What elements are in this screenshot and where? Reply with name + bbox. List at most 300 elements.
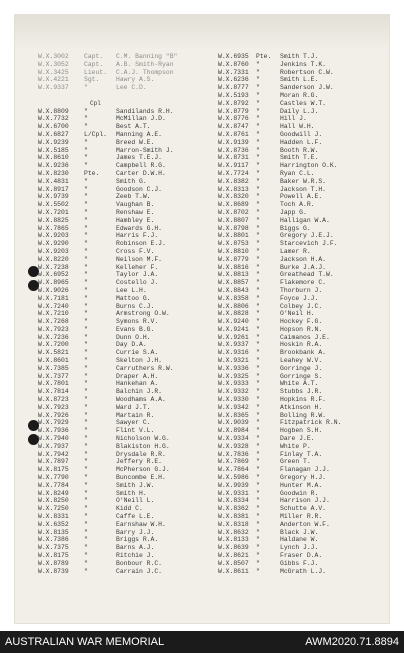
table-row <box>14 147 390 155</box>
right-service-number-cell: W.X.9039 <box>218 419 249 427</box>
left-name-cell: Smith J.W. <box>116 481 155 489</box>
left-name-cell: Barry J.J. <box>116 528 155 536</box>
left-service-number-cell: W.X.8250 <box>38 497 69 505</box>
left-rank-cell: " <box>84 481 88 489</box>
left-name-cell: Edwards G.H. <box>116 224 163 232</box>
right-rank-cell: " <box>256 318 260 326</box>
right-name-cell: Burke J.A.J. <box>280 263 327 271</box>
left-name-cell: Nicholson W.G. <box>116 435 170 443</box>
left-rank-cell: " <box>84 216 88 224</box>
right-rank-cell: " <box>256 497 260 505</box>
right-name-cell: Flakemore C. <box>280 279 327 287</box>
left-name-cell: Lee L.H. <box>116 286 147 294</box>
right-rank-cell: " <box>256 294 260 302</box>
left-service-number-cell: W.X.7814 <box>38 388 69 396</box>
left-name-cell: Taylor J.A. <box>116 271 159 279</box>
left-service-number-cell: W.X.7940 <box>38 435 69 443</box>
left-name-cell: Kelleher F. <box>116 263 159 271</box>
right-rank-cell: " <box>256 544 260 552</box>
right-rank-cell: " <box>256 146 260 154</box>
right-name-cell: Smith L.E. <box>280 76 319 84</box>
table-row <box>14 217 390 225</box>
left-name-cell: Carruthers R.W. <box>116 364 174 372</box>
left-service-number-cell: W.X.7790 <box>38 474 69 482</box>
right-service-number-cell: W.X.9330 <box>218 396 249 404</box>
right-rank-cell: " <box>256 442 260 450</box>
right-name-cell: Dare J.E. <box>280 435 315 443</box>
right-name-cell: Harrison J.J. <box>280 497 330 505</box>
left-name-cell: Buncombe E.H. <box>116 474 166 482</box>
left-rank-cell: " <box>84 310 88 318</box>
right-rank-cell: " <box>256 99 260 107</box>
right-service-number-cell: W.X.9261 <box>218 333 249 341</box>
left-name-cell: O'Neill L. <box>116 497 155 505</box>
right-rank-cell: " <box>256 138 260 146</box>
right-service-number-cell: W.X.8801 <box>218 232 249 240</box>
left-rank-cell: " <box>84 544 88 552</box>
right-name-cell: Foyce J.J. <box>280 294 319 302</box>
left-name-cell: McPherson G.J. <box>116 466 170 474</box>
left-rank-cell: " <box>84 154 88 162</box>
table-row <box>14 225 390 233</box>
left-rank-cell: " <box>84 185 88 193</box>
right-rank-cell: " <box>256 240 260 248</box>
right-service-number-cell: W.X.8810 <box>218 247 249 255</box>
left-rank-cell: " <box>84 294 88 302</box>
right-rank-cell: " <box>256 505 260 513</box>
table-row <box>14 521 390 529</box>
right-rank-cell: " <box>256 91 260 99</box>
right-rank-cell: " <box>256 325 260 333</box>
left-service-number-cell: W.X.9203 <box>38 232 69 240</box>
right-name-cell: Thorburn J. <box>280 286 323 294</box>
left-service-number-cell: W.X.7732 <box>38 115 69 123</box>
left-rank-cell: " <box>84 201 88 209</box>
right-service-number-cell: W.X.9325 <box>218 372 249 380</box>
left-service-number-cell: W.X.7210 <box>38 310 69 318</box>
left-name-cell: Harris F.J. <box>116 232 159 240</box>
right-name-cell: Hoskin R.A. <box>280 341 323 349</box>
right-rank-cell: " <box>256 279 260 287</box>
left-rank-cell: " <box>84 263 88 271</box>
table-row <box>14 568 390 576</box>
right-service-number-cell: W.X.8747 <box>218 123 249 131</box>
right-name-cell: Lynch J.J. <box>280 544 319 552</box>
right-service-number-cell: W.X.7331 <box>218 68 249 76</box>
table-row <box>14 154 390 162</box>
left-service-number-cell: W.X.5821 <box>38 349 69 357</box>
right-service-number-cell: W.X.9117 <box>218 162 249 170</box>
left-service-number-cell: W.X.8917 <box>38 185 69 193</box>
left-service-number-cell: W.X.7181 <box>38 294 69 302</box>
right-service-number-cell: W.X.8381 <box>218 513 249 521</box>
table-row <box>14 232 390 240</box>
right-name-cell: Hogben S.H. <box>280 427 323 435</box>
left-name-cell: Smith H. <box>116 489 147 497</box>
right-service-number-cell: W.X.8639 <box>218 544 249 552</box>
right-rank-cell: " <box>256 201 260 209</box>
table-row <box>14 365 390 373</box>
right-service-number-cell: W.X.8320 <box>218 193 249 201</box>
table-row <box>14 334 390 342</box>
right-service-number-cell: W.X.7864 <box>218 466 249 474</box>
table-row <box>14 349 390 357</box>
left-rank-cell: " <box>84 505 88 513</box>
right-name-cell: Anderton W.F. <box>280 520 330 528</box>
left-name-cell: Symons R.V. <box>116 318 159 326</box>
left-name-cell: Zeeb T.W. <box>116 193 151 201</box>
right-rank-cell: " <box>256 341 260 349</box>
table-row <box>14 482 390 490</box>
left-service-number-cell: W.X.7268 <box>38 318 69 326</box>
personnel-list <box>14 53 390 575</box>
table-row <box>14 170 390 178</box>
right-name-cell: Hall W.H. <box>280 123 315 131</box>
right-name-cell: Flanagan J.J. <box>280 466 330 474</box>
right-service-number-cell: W.X.8813 <box>218 271 249 279</box>
left-service-number-cell: W.X.7250 <box>38 505 69 513</box>
right-service-number-cell: W.X.8362 <box>218 505 249 513</box>
right-rank-cell: " <box>256 263 260 271</box>
left-service-number-cell: W.X.7385 <box>38 364 69 372</box>
left-rank-cell: " <box>84 520 88 528</box>
left-name-cell: Jeffery R.E. <box>116 458 163 466</box>
table-row <box>14 240 390 248</box>
left-rank-cell: " <box>84 138 88 146</box>
table-row <box>14 53 390 61</box>
right-rank-cell: " <box>256 411 260 419</box>
right-rank-cell: " <box>256 107 260 115</box>
table-row <box>14 373 390 381</box>
table-row <box>14 92 390 100</box>
right-rank-cell: " <box>256 403 260 411</box>
right-rank-cell: " <box>256 567 260 575</box>
left-service-number-cell: W.X.7865 <box>38 224 69 232</box>
left-rank-cell: " <box>84 450 88 458</box>
rank-heading-cpl: Cpl <box>90 100 101 107</box>
left-name-cell: C.M. Banning "B" <box>116 53 178 60</box>
right-rank-cell: " <box>256 68 260 76</box>
right-service-number-cell: W.X.5193 <box>218 91 249 99</box>
right-name-cell: Gibbs F.J. <box>280 559 319 567</box>
left-name-cell: James T.E.J. <box>116 154 163 162</box>
right-service-number-cell: W.X.9241 <box>218 325 249 333</box>
left-service-number-cell: W.X.7386 <box>38 536 69 544</box>
left-rank-cell: " <box>84 84 88 92</box>
left-name-cell: Blakiston H.G. <box>116 442 170 450</box>
right-name-cell: Bolling R.W. <box>280 411 327 419</box>
right-name-cell: Goodwill J. <box>280 130 323 138</box>
left-service-number-cell: W.X.5502 <box>38 201 69 209</box>
left-service-number-cell: W.X.3425 <box>38 68 69 76</box>
left-service-number-cell: W.X.7236 <box>38 333 69 341</box>
right-name-cell: Daily L.J. <box>280 107 319 115</box>
left-name-cell: Drysdale R.R. <box>116 450 166 458</box>
right-rank-cell: " <box>256 466 260 474</box>
right-name-cell: Gorringe J. <box>280 364 323 372</box>
right-name-cell: Gregory H.J. <box>280 474 327 482</box>
table-row <box>14 201 390 209</box>
right-name-cell: Caimanos J.E. <box>280 333 330 341</box>
right-service-number-cell: W.X.8621 <box>218 552 249 559</box>
right-service-number-cell: W.X.9332 <box>218 388 249 396</box>
left-name-cell: Earnshaw W.H. <box>116 520 166 528</box>
table-row <box>14 139 390 147</box>
table-row <box>14 287 390 295</box>
left-name-cell: Draper A.H. <box>116 372 159 380</box>
left-service-number-cell: W.X.6827 <box>38 130 69 138</box>
right-service-number-cell: W.X.8816 <box>218 263 249 271</box>
left-service-number-cell: W.X.7923 <box>38 403 69 411</box>
left-name-cell: Woodhams A.A. <box>116 396 166 404</box>
right-name-cell: Leahey W.V. <box>280 357 323 365</box>
right-rank-cell: " <box>256 115 260 123</box>
left-name-cell: Armstrong O.W. <box>116 310 170 318</box>
right-rank-cell: " <box>256 255 260 263</box>
left-service-number-cell: W.X.8175 <box>38 466 69 474</box>
left-name-cell: Carter D.W.H. <box>116 169 166 177</box>
left-service-number-cell: W.X.9026 <box>38 286 69 294</box>
table-row <box>14 100 390 108</box>
right-service-number-cell: W.X.8365 <box>218 411 249 419</box>
right-rank-cell: " <box>256 396 260 404</box>
left-service-number-cell: W.X.8789 <box>38 559 69 567</box>
footer-source: AUSTRALIAN WAR MEMORIAL <box>5 636 165 648</box>
right-service-number-cell: W.X.8779 <box>218 107 249 115</box>
left-service-number-cell: W.X.7801 <box>38 380 69 388</box>
left-service-number-cell: W.X.9739 <box>38 193 69 201</box>
left-rank-cell: " <box>84 380 88 388</box>
left-rank-cell: " <box>84 115 88 123</box>
right-rank-cell: " <box>256 474 260 482</box>
table-row <box>14 248 390 256</box>
left-service-number-cell: W.X.9337 <box>38 84 69 92</box>
right-rank-cell: " <box>256 357 260 365</box>
left-service-number-cell: W.X.6352 <box>38 520 69 528</box>
right-name-cell: Atkinson H. <box>280 403 323 411</box>
right-name-cell: White P. <box>280 442 311 450</box>
table-row <box>14 193 390 201</box>
right-name-cell: Fitzpatrick R.N. <box>280 419 342 427</box>
right-service-number-cell: W.X.9337 <box>218 341 249 349</box>
right-name-cell: Hill J. <box>280 115 307 123</box>
right-name-cell: Brookbank A. <box>280 349 327 357</box>
left-service-number-cell: W.X.7923 <box>38 325 69 333</box>
right-name-cell: Schutte A.V. <box>280 505 327 513</box>
left-service-number-cell: W.X.3002 <box>38 53 69 60</box>
table-row <box>14 466 390 474</box>
right-name-cell: Green T. <box>280 458 311 466</box>
right-name-cell: Baker W.R.S. <box>280 177 327 185</box>
right-service-number-cell: W.X.8828 <box>218 310 249 318</box>
right-service-number-cell: W.X.8736 <box>218 146 249 154</box>
left-name-cell: Mattoo G. <box>116 294 151 302</box>
table-row <box>14 388 390 396</box>
right-rank-cell: " <box>256 372 260 380</box>
left-rank-cell: " <box>84 489 88 497</box>
right-name-cell: Booth R.W. <box>280 146 319 154</box>
left-name-cell: Carrain J.C. <box>116 567 163 575</box>
table-row <box>14 271 390 279</box>
left-name-cell: Day D.A. <box>116 341 147 349</box>
table-row <box>14 560 390 568</box>
left-service-number-cell: W.X.3052 <box>38 60 69 68</box>
left-name-cell: Bonbour R.C. <box>116 559 163 567</box>
right-name-cell: Gorringe S. <box>280 372 323 380</box>
left-name-cell: Briggs R.A. <box>116 536 159 544</box>
left-rank-cell: " <box>84 466 88 474</box>
left-name-cell: Best A.T. <box>116 123 151 131</box>
left-rank-cell: " <box>84 286 88 294</box>
left-name-cell: Goodson C.J. <box>116 185 163 193</box>
left-name-cell: Campbell R.G. <box>116 162 166 170</box>
right-rank-cell: " <box>256 130 260 138</box>
right-name-cell: Stubbs J.R. <box>280 388 323 396</box>
left-rank-cell: " <box>84 255 88 263</box>
left-name-cell: Breed W.E. <box>116 138 155 146</box>
left-service-number-cell: W.X.8135 <box>38 528 69 536</box>
left-rank-cell: Capt. <box>84 60 104 68</box>
left-name-cell: Marron-Smith J. <box>116 146 174 154</box>
right-rank-cell: " <box>256 247 260 255</box>
right-rank-cell: " <box>256 528 260 536</box>
table-row <box>14 544 390 552</box>
right-rank-cell: " <box>256 60 260 68</box>
left-name-cell: Martain R. <box>116 411 155 419</box>
right-rank-cell: " <box>256 286 260 294</box>
left-service-number-cell: W.X.8739 <box>38 567 69 575</box>
right-name-cell: Harrington O.K. <box>280 162 338 170</box>
table-row <box>14 186 390 194</box>
right-service-number-cell: W.X.8334 <box>218 497 249 505</box>
table-row <box>14 303 390 311</box>
left-service-number-cell: W.X.7200 <box>38 341 69 349</box>
table-row <box>14 435 390 443</box>
right-service-number-cell: W.X.8731 <box>218 154 249 162</box>
right-service-number-cell: W.X.8507 <box>218 559 249 567</box>
left-rank-cell: L/Cpl. <box>84 130 108 138</box>
left-service-number-cell: W.X.6700 <box>38 123 69 131</box>
right-rank-cell: " <box>256 458 260 466</box>
right-service-number-cell: W.X.8753 <box>218 240 249 248</box>
table-row <box>14 108 390 116</box>
left-name-cell: Dunn O.H. <box>116 333 151 341</box>
left-service-number-cell: W.X.5185 <box>38 146 69 154</box>
right-service-number-cell: W.X.8761 <box>218 130 249 138</box>
right-rank-cell: " <box>256 489 260 497</box>
left-service-number-cell: W.X.9290 <box>38 240 69 248</box>
left-name-cell: McMillan J.D. <box>116 115 166 123</box>
left-rank-cell: " <box>84 193 88 201</box>
left-service-number-cell: W.X.8825 <box>38 216 69 224</box>
left-rank-cell: " <box>84 528 88 536</box>
left-name-cell: Hankehan A. <box>116 380 159 388</box>
right-rank-cell: " <box>256 76 260 84</box>
left-rank-cell: " <box>84 240 88 248</box>
right-service-number-cell: W.X.9331 <box>218 489 249 497</box>
right-name-cell: Fraser D.A. <box>280 552 323 559</box>
left-service-number-cell: W.X.7375 <box>38 544 69 552</box>
table-row <box>14 76 390 84</box>
left-name-cell: Sawyer C. <box>116 419 151 427</box>
left-rank-cell: " <box>84 458 88 466</box>
left-name-cell: Caffe L.E. <box>116 513 155 521</box>
right-rank-cell: " <box>256 435 260 443</box>
left-rank-cell: " <box>84 442 88 450</box>
table-row <box>14 115 390 123</box>
left-rank-cell: Sgt. <box>84 76 100 84</box>
table-row <box>14 131 390 139</box>
right-name-cell: Hadden L.F. <box>280 138 323 146</box>
left-service-number-cell: W.X.7238 <box>38 263 69 271</box>
right-name-cell: Smith T.J. <box>280 53 319 60</box>
right-service-number-cell: W.X.8798 <box>218 224 249 232</box>
right-service-number-cell: W.X.9336 <box>218 364 249 372</box>
right-rank-cell: " <box>256 123 260 131</box>
table-row <box>14 69 390 77</box>
right-rank-cell: " <box>256 481 260 489</box>
right-service-number-cell: W.X.9139 <box>218 138 249 146</box>
left-service-number-cell: W.X.8230 <box>38 169 69 177</box>
right-rank-cell: " <box>256 84 260 92</box>
right-name-cell: Gregory J.E.J. <box>280 232 334 240</box>
right-name-cell: Finlay T.A. <box>280 450 323 458</box>
right-service-number-cell: W.X.9342 <box>218 403 249 411</box>
table-row <box>14 61 390 69</box>
left-service-number-cell: W.X.7897 <box>38 458 69 466</box>
right-rank-cell: " <box>256 427 260 435</box>
right-service-number-cell: W.X.8382 <box>218 177 249 185</box>
right-name-cell: Colbey J.C. <box>280 302 323 310</box>
left-name-cell: Lee C.D. <box>116 84 147 92</box>
left-rank-cell: " <box>84 567 88 575</box>
right-name-cell: Castles W.T. <box>280 99 327 107</box>
left-name-cell: A.B. Smith-Ryan <box>116 60 174 68</box>
left-rank-cell: " <box>84 208 88 216</box>
right-service-number-cell: W.X.8857 <box>218 279 249 287</box>
right-name-cell: Jenkins T.K. <box>280 60 327 68</box>
right-rank-cell: " <box>256 232 260 240</box>
right-service-number-cell: W.X.8843 <box>218 286 249 294</box>
right-name-cell: McGrath L.J. <box>280 567 327 575</box>
right-rank-cell: " <box>256 536 260 544</box>
right-name-cell: Jackson T.H. <box>280 185 327 193</box>
left-service-number-cell: W.X.9203 <box>38 247 69 255</box>
right-service-number-cell: W.X.8318 <box>218 520 249 528</box>
right-rank-cell: " <box>256 450 260 458</box>
right-rank-cell: " <box>256 419 260 427</box>
left-name-cell: Hambley E. <box>116 216 155 224</box>
left-rank-cell: " <box>84 107 88 115</box>
left-rank-cell: " <box>84 411 88 419</box>
right-rank-cell: " <box>256 216 260 224</box>
left-name-cell: Ward J.T. <box>116 403 151 411</box>
right-name-cell: Hunter M.A. <box>280 481 323 489</box>
right-rank-cell: " <box>256 559 260 567</box>
left-service-number-cell: W.X.9239 <box>38 138 69 146</box>
right-name-cell: Hockey F.G. <box>280 318 323 326</box>
left-service-number-cell: W.X.7201 <box>38 208 69 216</box>
left-service-number-cell: W.X.8610 <box>38 154 69 162</box>
table-row <box>14 505 390 513</box>
table-row <box>14 404 390 412</box>
right-name-cell: White A.T. <box>280 380 319 388</box>
right-service-number-cell: W.X.8806 <box>218 302 249 310</box>
table-row <box>14 536 390 544</box>
right-name-cell: Biggs G. <box>280 224 311 232</box>
left-name-cell: Ritchie J. <box>116 552 155 559</box>
right-rank-cell: " <box>256 380 260 388</box>
